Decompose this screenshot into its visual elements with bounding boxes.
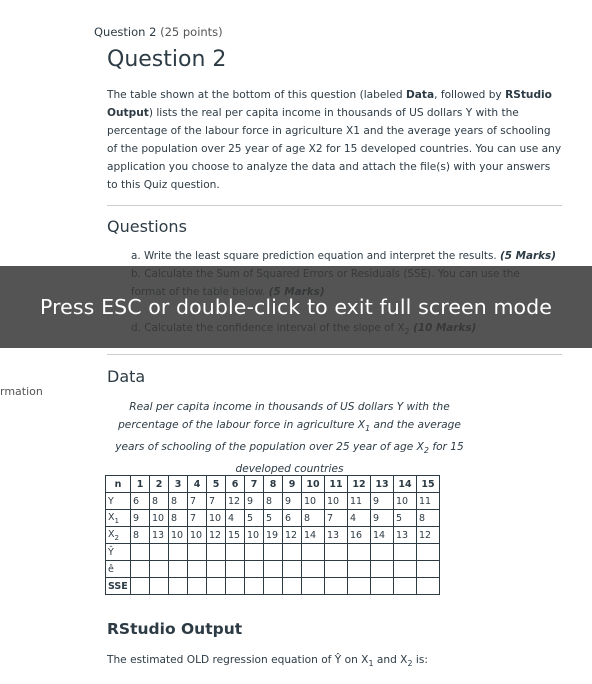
table-cell-text: 10 [190, 529, 203, 541]
table-cell-text: 10 [327, 495, 340, 507]
table-cell [417, 544, 440, 561]
table-row-y-label-text: Y [108, 495, 114, 507]
table-cell-text: 16 [350, 529, 363, 541]
table-cell-text: 7 [190, 495, 197, 507]
intro-text-2: , followed by [434, 89, 506, 101]
rstudio-sub-1: 1 [368, 659, 374, 669]
table-cell [207, 544, 226, 561]
questions-heading: Questions [107, 217, 187, 236]
table-cell [226, 544, 245, 561]
table-cell [302, 544, 325, 561]
intro-data-word: Data [405, 89, 435, 101]
table-row-ehat-label-text: ê [108, 563, 114, 575]
table-cell [302, 510, 325, 527]
table-cell-text: 13 [152, 529, 165, 541]
table-cell-text: 4 [228, 512, 235, 524]
table-header-row-label [106, 476, 131, 493]
table-cell [188, 561, 207, 578]
table-cell-text: 12 [228, 495, 241, 507]
table-cell-text: 9 [285, 495, 292, 507]
table-cell [371, 493, 394, 510]
table-cell-text: 10 [171, 529, 184, 541]
table-cell [394, 561, 417, 578]
table-cell [394, 544, 417, 561]
divider [107, 354, 562, 355]
table-cell [207, 493, 226, 510]
table-cell [150, 561, 169, 578]
table-cell-text: 4 [350, 512, 357, 524]
table-cell-text: 11 [329, 478, 343, 490]
table-cell [417, 561, 440, 578]
caption-line-2 [107, 416, 472, 438]
question-a-text: a. Write the least square prediction equation and interpret the results. [131, 250, 501, 262]
table-cell-text: 7 [190, 512, 197, 524]
table-cell [207, 561, 226, 578]
table-cell [264, 493, 283, 510]
table-cell [283, 561, 302, 578]
table-cell [169, 493, 188, 510]
table-cell [371, 544, 394, 561]
table-cell-text: 11 [350, 495, 363, 507]
caption-line-3 [107, 438, 472, 460]
table-cell [417, 510, 440, 527]
table-cell-text: 9 [288, 478, 296, 490]
data-caption [107, 398, 472, 478]
table-cell [226, 578, 245, 595]
table-cell [150, 476, 169, 493]
table-row-yhat-label-text: Ŷ [108, 546, 114, 558]
table-cell [207, 510, 226, 527]
table-cell [394, 527, 417, 544]
table-cell-text: 6 [285, 512, 292, 524]
table-header-row-label-text: n [114, 478, 122, 490]
table-cell [188, 476, 207, 493]
table-cell-text: 19 [266, 529, 279, 541]
table-cell [245, 527, 264, 544]
table-cell-text: 8 [171, 512, 178, 524]
table-cell [188, 578, 207, 595]
table-cell [302, 527, 325, 544]
table-cell-text: 8 [152, 495, 159, 507]
table-cell [131, 527, 150, 544]
table-cell [131, 493, 150, 510]
question-header-label: Question 2 [94, 25, 157, 39]
table-cell [302, 493, 325, 510]
fullscreen-exit-overlay[interactable] [0, 266, 592, 348]
table-row-y-label [106, 493, 131, 510]
table-row-sse [106, 578, 440, 595]
table-cell [394, 510, 417, 527]
table-cell [131, 510, 150, 527]
table-cell-text: 9 [133, 512, 140, 524]
table-cell [169, 510, 188, 527]
table-cell [131, 544, 150, 561]
table-cell [245, 578, 264, 595]
table-cell [226, 493, 245, 510]
caption-2a: percentage of the labour force in agriculture X [118, 419, 366, 431]
table-row-x1 [106, 510, 440, 527]
table-cell [302, 561, 325, 578]
table-cell-text: 8 [269, 478, 277, 490]
table-cell [283, 578, 302, 595]
table-cell [150, 544, 169, 561]
caption-2b: and the average [370, 419, 461, 431]
caption-line-1: Real per capita income in thousands of US dollars Y with the [129, 401, 450, 413]
table-cell [264, 510, 283, 527]
table-cell-text: 7 [250, 478, 258, 490]
table-cell-text: 5 [396, 512, 403, 524]
table-cell-text: 15 [421, 478, 435, 490]
table-cell [264, 544, 283, 561]
table-cell [283, 476, 302, 493]
rstudio-sub-2: 2 [407, 659, 413, 669]
table-row-ehat [106, 561, 440, 578]
table-cell [394, 493, 417, 510]
table-cell [207, 578, 226, 595]
table-cell [150, 527, 169, 544]
table-cell-text: 13 [396, 529, 409, 541]
table-cell [264, 476, 283, 493]
table-cell [245, 476, 264, 493]
table-cell [264, 578, 283, 595]
table-cell [283, 544, 302, 561]
rstudio-text [107, 654, 428, 668]
table-cell [283, 527, 302, 544]
table-cell-text: 5 [266, 512, 273, 524]
intro-rstudio-word: RStudio Output [107, 89, 552, 119]
table-cell [169, 527, 188, 544]
table-cell-text: 14 [398, 478, 412, 490]
table-cell [283, 493, 302, 510]
table-cell-text: 12 [419, 529, 432, 541]
table-cell-text: 12 [209, 529, 222, 541]
caption-2sub: 1 [365, 424, 371, 434]
table-cell-text: 10 [304, 495, 317, 507]
table-row-x2-label-sub: 2 [114, 532, 120, 542]
table-row-y [106, 493, 440, 510]
caption-3a: years of schooling of the population over 25 year of age X [115, 441, 424, 454]
table-cell [325, 561, 348, 578]
table-cell [188, 510, 207, 527]
divider [107, 205, 562, 206]
table-cell-text: 10 [247, 529, 260, 541]
table-cell [264, 527, 283, 544]
table-cell-text: 8 [171, 495, 178, 507]
table-cell [169, 544, 188, 561]
table-cell [417, 527, 440, 544]
table-cell [394, 578, 417, 595]
table-header-row [106, 476, 440, 493]
table-cell [302, 476, 325, 493]
table-cell-text: 6 [231, 478, 239, 490]
table-cell-text: 9 [247, 495, 254, 507]
table-cell-text: 8 [304, 512, 311, 524]
table-row-x1-label [106, 510, 131, 527]
table-cell [245, 510, 264, 527]
data-table [105, 475, 440, 595]
table-row-ehat-label [106, 561, 131, 578]
table-cell-text: 10 [209, 512, 222, 524]
table-cell [394, 476, 417, 493]
table-cell [207, 476, 226, 493]
table-cell-text: 2 [155, 478, 163, 490]
table-cell [226, 527, 245, 544]
table-cell [245, 561, 264, 578]
table-cell [325, 510, 348, 527]
table-cell [348, 578, 371, 595]
table-cell-text: 14 [373, 529, 386, 541]
table-cell [371, 510, 394, 527]
table-cell [188, 493, 207, 510]
overlay-message: Press ESC or double-click to exit full screen mode [40, 295, 552, 319]
table-cell [371, 561, 394, 578]
table-cell [371, 527, 394, 544]
table-cell [264, 561, 283, 578]
table-cell-text: 12 [285, 529, 298, 541]
table-cell [348, 561, 371, 578]
intro-text-3: ) lists the real per capita income in thousands of US dollars Y with the percentage of the labour force in agriculture X1 and the average years of schooling of the population over 25 year of age X2 for 15 developed countries. You can use any application you choose to analyze the data and attach the file(s) with your answers to this Quiz question. [107, 107, 562, 191]
table-cell [417, 578, 440, 595]
question-points: (25 points) [160, 25, 223, 39]
table-cell [245, 493, 264, 510]
question-intro [107, 86, 562, 194]
table-cell [348, 510, 371, 527]
table-cell-text: 13 [375, 478, 389, 490]
table-cell-text: 5 [247, 512, 254, 524]
table-row-sse-label [106, 578, 131, 595]
table-cell-text: 6 [133, 495, 140, 507]
table-cell [131, 561, 150, 578]
caption-3sub: 2 [423, 446, 429, 456]
table-cell [348, 544, 371, 561]
question-a [131, 247, 571, 265]
table-cell-text: 7 [209, 495, 216, 507]
table-cell [188, 527, 207, 544]
table-cell [371, 578, 394, 595]
rstudio-text-3: is: [412, 654, 428, 666]
table-cell [325, 578, 348, 595]
table-cell [417, 476, 440, 493]
table-row-yhat [106, 544, 440, 561]
rstudio-text-2: and X [373, 654, 408, 666]
table-row-x1-label-sub: 1 [114, 515, 120, 525]
table-cell [150, 510, 169, 527]
table-cell [325, 476, 348, 493]
table-cell-text: 9 [373, 512, 380, 524]
table-cell [245, 544, 264, 561]
table-row-x2-label-text: X [108, 528, 115, 540]
table-cell [131, 578, 150, 595]
question-a-marks: (5 Marks) [500, 250, 556, 262]
data-heading: Data [107, 367, 146, 386]
table-cell [348, 476, 371, 493]
table-cell [226, 476, 245, 493]
caption-line-4: developed countries [235, 463, 344, 476]
table-cell [150, 578, 169, 595]
question-title: Question 2 [107, 47, 227, 72]
table-cell [371, 476, 394, 493]
table-cell [325, 544, 348, 561]
table-cell [226, 561, 245, 578]
table-cell-text: 4 [193, 478, 201, 490]
table-cell [207, 527, 226, 544]
table-row-x2-label [106, 527, 131, 544]
table-cell-text: 10 [306, 478, 320, 490]
table-cell [348, 527, 371, 544]
table-cell [169, 561, 188, 578]
table-cell-text: 10 [396, 495, 409, 507]
table-cell-text: 13 [327, 529, 340, 541]
intro-text-1: The table shown at the bottom of this question (labeled [107, 89, 406, 101]
table-cell-text: 7 [327, 512, 334, 524]
table-cell [169, 476, 188, 493]
question-header [94, 25, 223, 39]
table-cell-text: 12 [352, 478, 366, 490]
table-cell [348, 493, 371, 510]
table-cell-text: 11 [419, 495, 432, 507]
table-cell-text: 8 [266, 495, 273, 507]
table-cell [131, 476, 150, 493]
table-row-x2 [106, 527, 440, 544]
table-cell [150, 493, 169, 510]
rstudio-text-1: The estimated OLD regression equation of Ŷ on X [107, 654, 369, 666]
table-cell [226, 510, 245, 527]
table-row-x1-label-text: X [108, 511, 115, 523]
table-cell [283, 510, 302, 527]
rstudio-heading: RStudio Output [107, 620, 243, 638]
table-row-sse-label-text: SSE [108, 580, 128, 592]
table-cell-text: 14 [304, 529, 317, 541]
sidebar-fragment[interactable]: rmation [0, 385, 43, 398]
table-cell-text: 9 [373, 495, 380, 507]
table-cell [302, 578, 325, 595]
table-cell-text: 8 [419, 512, 426, 524]
table-cell-text: 10 [152, 512, 165, 524]
table-cell [417, 493, 440, 510]
table-cell [325, 493, 348, 510]
table-cell-text: 5 [212, 478, 220, 490]
table-cell [169, 578, 188, 595]
table-cell [188, 544, 207, 561]
table-cell-text: 15 [228, 529, 241, 541]
caption-3b: for 15 [428, 441, 464, 454]
table-cell [325, 527, 348, 544]
table-row-yhat-label [106, 544, 131, 561]
table-cell-text: 3 [174, 478, 182, 490]
table-cell-text: 1 [136, 478, 144, 490]
table-cell-text: 8 [133, 529, 140, 541]
